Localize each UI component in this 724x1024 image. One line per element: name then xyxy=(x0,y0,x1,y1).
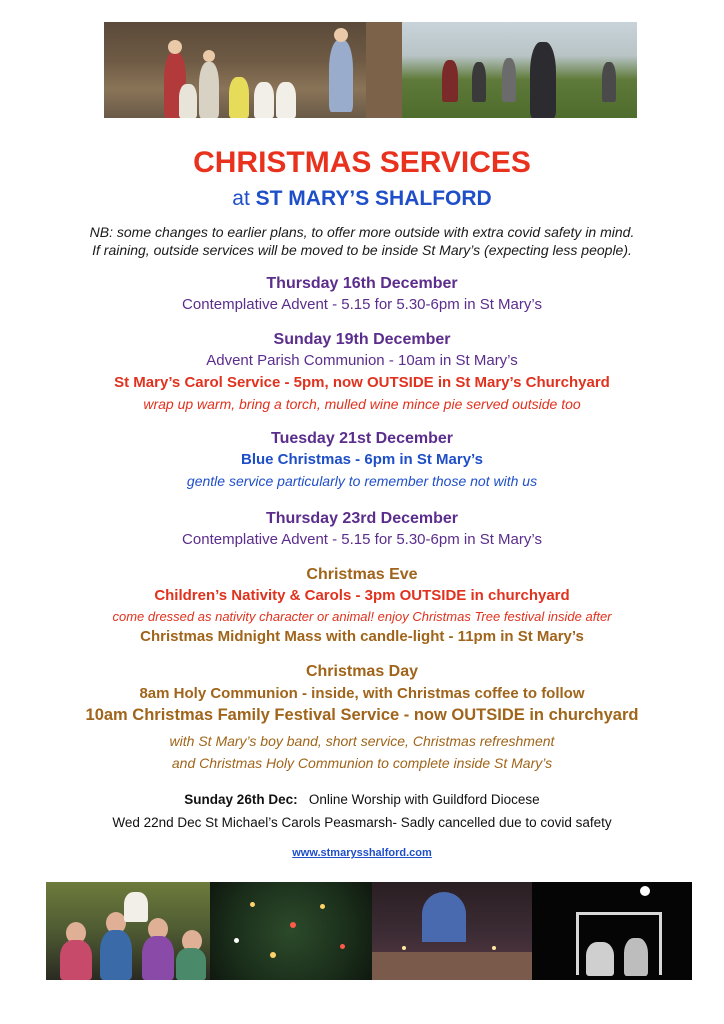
sun19-heading: Sunday 19th December xyxy=(273,331,451,348)
sun19-line-1: Advent Parish Communion - 10am in St Mary’s xyxy=(206,352,518,369)
sun26-line xyxy=(0,792,724,807)
thu16-heading: Thursday 16th December xyxy=(266,275,458,292)
church-name: ST MARY’S SHALFORD xyxy=(255,187,492,210)
christmas-tree-photo xyxy=(210,882,372,980)
page-title: CHRISTMAS SERVICES xyxy=(193,146,531,179)
churchyard-band-photo xyxy=(402,22,637,118)
tue21-heading: Tuesday 21st December xyxy=(270,430,453,447)
note-line-1: NB: some changes to earlier plans, to offer more outside with extra covid safety in mind. xyxy=(89,224,635,240)
outdoor-nativity-photo xyxy=(532,882,692,980)
thu23-line: Contemplative Advent - 5.15 for 5.30-6pm in St Mary’s xyxy=(182,531,542,548)
day-line-3: with St Mary’s boy band, short service, Christmas refreshment xyxy=(169,733,555,749)
sun19-line-3: wrap up warm, bring a torch, mulled wine mince pie served outside too xyxy=(143,396,581,412)
thu16-line: Contemplative Advent - 5.15 for 5.30-6pm in St Mary’s xyxy=(182,296,542,313)
website-link[interactable]: www.stmarysshalford.com xyxy=(292,847,432,859)
tue21-line-1: Blue Christmas - 6pm in St Mary’s xyxy=(240,451,483,468)
sun19-line-2: St Mary’s Carol Service - 5pm, now OUTSIDE in St Mary’s Churchyard xyxy=(114,374,610,391)
eve-line-2: come dressed as nativity character or animal! enjoy Christmas Tree festival inside after xyxy=(112,609,612,624)
sun26-label: Sunday 26th Dec: xyxy=(184,792,298,807)
eve-heading: Christmas Eve xyxy=(306,566,418,583)
day-line-2: 10am Christmas Family Festival Service - now OUTSIDE in churchyard xyxy=(85,706,639,724)
eve-line-3: Christmas Midnight Mass with candle-light - 11pm in St Mary’s xyxy=(140,628,584,645)
tue21-line-2: gentle service particularly to remember those not with us xyxy=(186,473,538,489)
page-subtitle xyxy=(0,187,724,211)
nativity-children-photo xyxy=(104,22,402,118)
wed22-line: Wed 22nd Dec St Michael’s Carols Peasmarsh- Sadly cancelled due to covid safety xyxy=(112,815,612,830)
sun26-text: Online Worship with Guildford Diocese xyxy=(308,792,540,807)
eve-line-1: Children’s Nativity & Carols - 3pm OUTSIDE in churchyard xyxy=(154,587,570,604)
thu23-heading: Thursday 23rd December xyxy=(265,510,459,527)
day-heading: Christmas Day xyxy=(305,663,419,680)
church-interior-photo xyxy=(372,882,532,980)
website-row xyxy=(0,843,724,861)
knitted-nativity-photo xyxy=(46,882,210,980)
day-line-4: and Christmas Holy Communion to complete inside St Mary’s xyxy=(171,755,553,771)
top-photo-banner xyxy=(104,22,637,118)
note-line-2: If raining, outside services will be moved to be inside St Mary’s (expecting less people). xyxy=(92,242,632,258)
subtitle-prefix: at xyxy=(232,187,250,210)
bottom-photo-banner xyxy=(46,882,692,980)
day-line-1: 8am Holy Communion - inside, with Christmas coffee to follow xyxy=(139,685,585,702)
